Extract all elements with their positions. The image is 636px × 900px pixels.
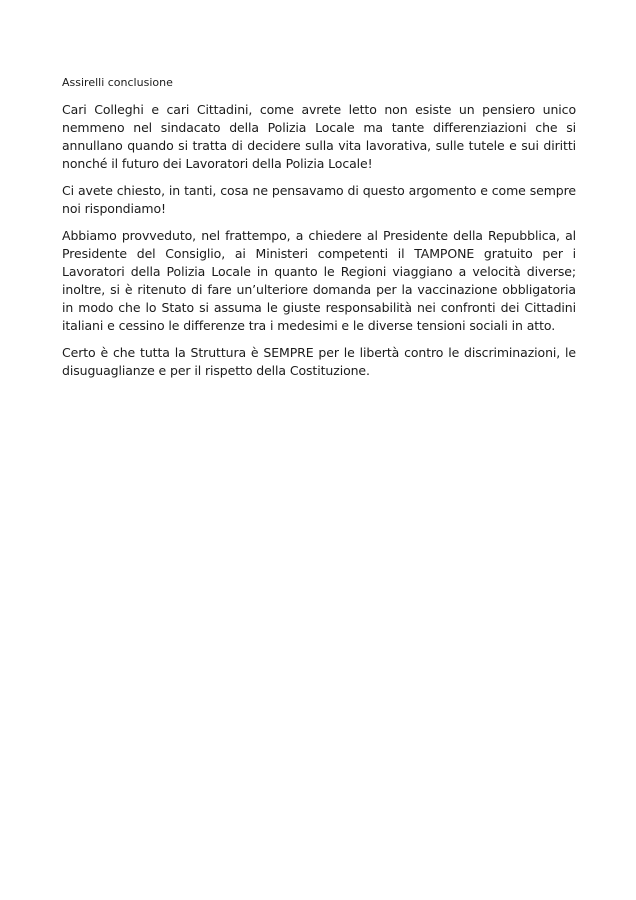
paragraph: Certo è che tutta la Struttura è SEMPRE per le libertà contro le discriminazioni, le disuguaglianze e per il rispetto della Costituzione. xyxy=(62,345,576,378)
paragraph: Abbiamo provveduto, nel frattempo, a chiedere al Presidente della Repubblica, al Presidente del Consiglio, ai Ministeri competenti il TAMPONE gratuito per i Lavoratori della Polizia Locale in quanto le Regioni viaggiano a velocità diverse; inoltre, si è ritenuto di fare un’ulteriore domanda per la vaccinazione obbligatoria in modo che lo Stato si assuma le giuste responsabilità nei confronti dei Cittadini italiani e cessino le differenze tra i medesimi e le diverse tensioni sociali in atto. xyxy=(62,228,576,333)
paragraph: Ci avete chiesto, in tanti, cosa ne pensavamo di questo argomento e come sempre noi rispondiamo! xyxy=(62,183,576,216)
paragraph: Cari Colleghi e cari Cittadini, come avrete letto non esiste un pensiero unico nemmeno nel sindacato della Polizia Locale ma tante differenziazioni che si annullano quando si tratta di decidere sulla vita lavorativa, sulle tutele e sui diritti nonché il futuro dei Lavoratori della Polizia Locale! xyxy=(62,102,576,171)
document-title: Assirelli conclusione xyxy=(62,76,173,89)
document-body xyxy=(62,101,576,389)
